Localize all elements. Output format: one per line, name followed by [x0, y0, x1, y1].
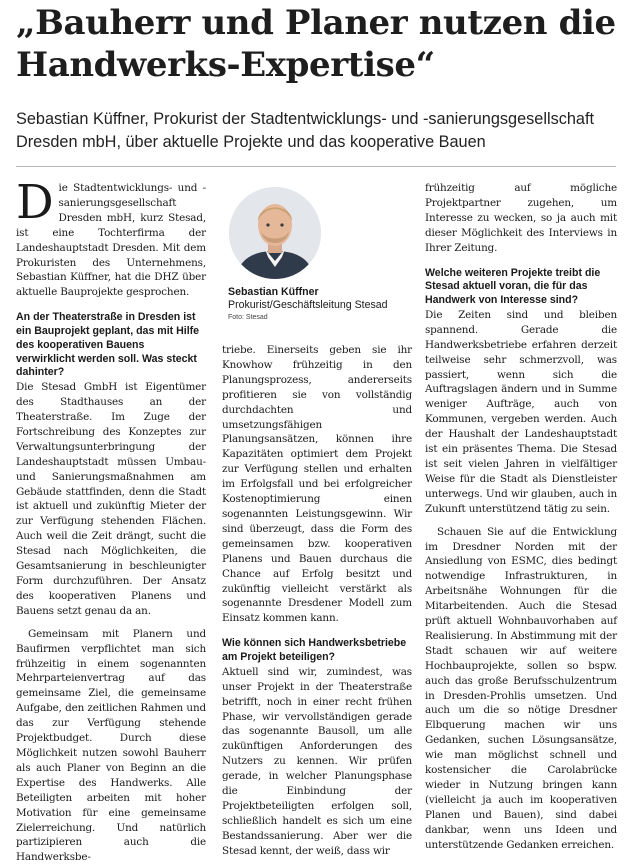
- answer-1-paragraph-3: triebe. Einerseits geben sie ihr Knowhow frühzeitig in den Planungsprozess, andererseits profitieren sie von vollständig durchdachten und umsetzungsfähigen Planungsansätzen, können ihre Kapazitäten optimiert dem Projekt zur Verfügung stellen und erhalten im Erfolgsfall und bei erfolgreicher Kostenoptimierung einen sogenannten Leistungsgewinn. Wir sind überzeugt, dass die Form des gemeinsamen bzw. kooperativen Planens und Bauen durchaus die Chance auf Erfolg besitzt und zukünftig vielleicht verstärkt als sogenannte Dresdener Modell zum Einsatz kommen kann.: [222, 344, 412, 625]
- intro-paragraph: [16, 175, 206, 300]
- divider: [16, 166, 616, 167]
- column-1: [16, 175, 206, 865]
- answer-1-paragraph-2: Gemeinsam mit Planern und Baufirmen verpflichtet man sich frühzeitig in einem sogenannten Mehrparteienvertrag auf das gemeinsame Ziel, die gemeinsame Aufgabe, den zeitlichen Rahmen und das zur Verfügung stehende Projektbudget. Durch diese Möglichkeit nutzen sowohl Bauherr als auch Planer von Beginn an die Expertise des Handwerks. Alle Beteiligten arbeiten mit hoher Motivation für eine gemeinsame Zielerreichung. Und natürlich partizipieren auch die Handwerksbe-: [16, 627, 206, 864]
- question-1: An der Theaterstraße in Dresden ist ein Bauprojekt geplant, das mit Hilfe des kooperativen Bauens verwirklicht werden soll. Was steckt dahinter?: [16, 311, 200, 379]
- portrait-name: Sebastian Küffner: [228, 286, 319, 298]
- headline: „Bauherr und Planer nutzen die Handwerks-Expertise“: [16, 3, 616, 85]
- question-3: Welche weiteren Projekte treibt die Stesad aktuell voran, die für das Handwerk von Interesse sind?: [425, 266, 601, 307]
- portrait-caption: [228, 286, 413, 324]
- answer-2-paragraph: Aktuell sind wir, zumindest, was unser Projekt in der Theaterstraße betrifft, noch in einer recht frühen Phase, wir vervollständigen gerade das sogenannte Bausoll, um alle zukünftigen Anforderungen des Nutzers zu kennen. Wir prüfen gerade, in welcher Planungsphase die Einbindung der Projektbeteiligten erfolgen soll, schließlich handelt es sich um eine Bestandssanierung. Aber wer die Stesad kennt, der weiß, dass wir: [222, 665, 412, 857]
- column-2: [222, 343, 412, 859]
- photo-credit: Foto: Stesad: [228, 314, 268, 321]
- answer-3-paragraph-1: Die Zeiten sind und bleiben spannend. Gerade die Handwerksbetriebe erfahren derzeit teilweise sehr schmerzvoll, was passiert, wenn sich die Auftragslagen ändern und in Summe weniger Aufträge, auch von Kommunen, vergeben werden. Auch der Haushalt der Landeshauptstadt ist ein präsentes Thema. Die Stesad ist seit vielen Jahren in vielfältiger Weise für die Stadt als Dienstleister unterwegs. Und wir glauben, auch in Zukunft unterstützend tätig zu sein.: [425, 308, 617, 515]
- portrait-photo: [229, 187, 321, 279]
- intro-text: ie Stadtentwicklungs- und -sanierungsgesellschaft Dresden mbH, kurz Stesad, ist eine Tochterfirma der Landeshauptstadt Dresden. Mit dem Prokuristen des Unternehmens, Sebastian Küffner, hat die DHZ über aktuelle Bauprojekte gesprochen.: [16, 182, 206, 299]
- answer-1-paragraph-1: Die Stesad GmbH ist Eigentümer des Stadthauses an der Theaterstraße. Im Zuge der Fortschreibung des Konzeptes zur Verwaltungsunterbringung der Landeshauptstadt müssen Umbau- und Sanierungsmaßnahmen am Gebäude stattfinden, denn die Stadt ist aktuell und zukünftig Mieter der zur Verfügung stehenden Flächen. Auch weil die Zeit drängt, sucht die Stesad nach Möglichkeiten, die Gesamtsanierung in beschleunigter Form durchzuführen. Der Ansatz des kooperativen Planens und Bauens setzt genau da an.: [16, 381, 206, 617]
- column-3: [425, 181, 617, 853]
- question-2: Wie können sich Handwerksbetriebe am Projekt beteiligen?: [222, 637, 407, 664]
- answer-3-paragraph-2: Schauen Sie auf die Entwicklung im Dresdner Norden mit der Ansiedlung von ESMC, dies bedingt notwendige Infrastrukturen, in Arbeitsnähe Wohnungen für die Mitarbeitenden. Auch die Stesad prüft aktuell Wohnbauvorhaben auf Realisierung. In Abstimmung mit der Stadt schauen wir auf weitere Hochbauprojekte, sollen so bspw. auch das große Berufsschulzentrum in Dresden-Prohlis umsetzen. Und auch um die so nötige Dresdner Elbquerung machen wir uns Gedanken, suchen Lösungsansätze, wie man möglichst schnell und kostensicher die Carolabrücke wieder in Nutzung bringen kann (vielleicht ja auch im kooperativen Planen und Bauen), sind dabei dankbar, wenn uns Ideen und unterstützende Gedanken erreichen.: [425, 525, 617, 851]
- portrait-role: Prokurist/Geschäftsleitung Stesad: [228, 299, 388, 311]
- subtitle: Sebastian Küffner, Prokurist der Stadtentwicklungs- und -sanierungsgesellschaft Dresden mbH, über aktuelle Projekte und das kooperative Bauen: [16, 110, 595, 151]
- portrait-illustration: [229, 187, 321, 279]
- answer-2-continued: frühzeitig auf mögliche Projektpartner zugehen, um Interesse zu wecken, so ja auch mit dieser Möglichkeit des Interviews in Ihrer Zeitung.: [425, 182, 617, 254]
- dropcap: D: [16, 175, 54, 230]
